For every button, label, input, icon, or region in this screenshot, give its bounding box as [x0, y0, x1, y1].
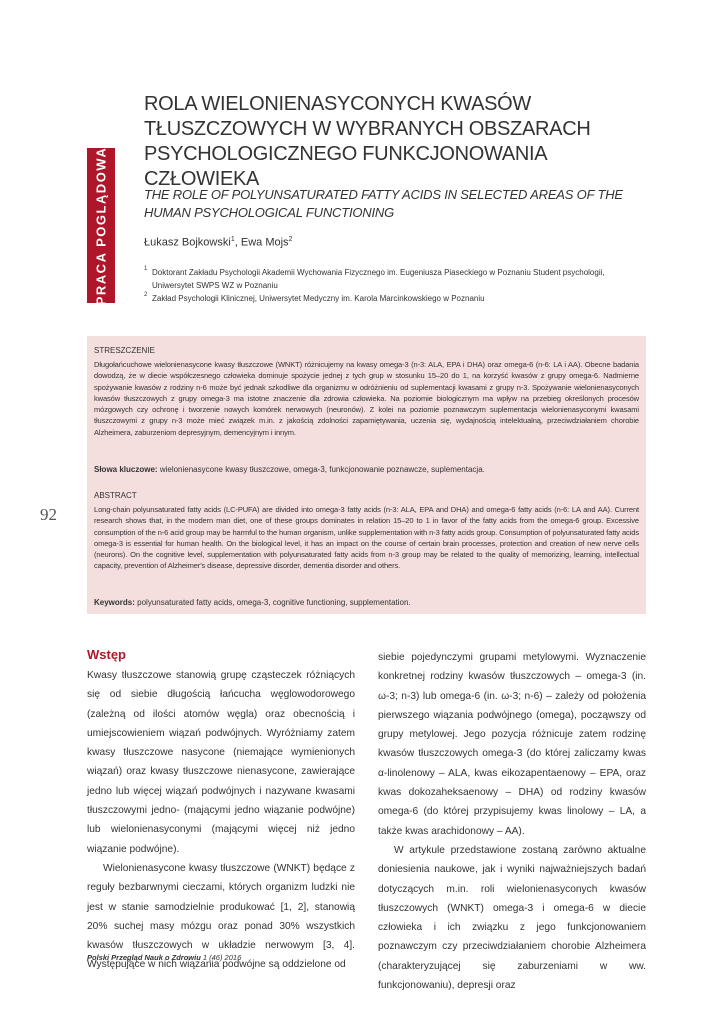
paragraph: Kwasy tłuszczowe stanowią grupę cząsteczek różniących się od siebie długością łańcucha węglowodorowego (zależną od ilości atomów węgla) oraz obecnością i umiejscowieniem wiązań podwójnych. Wyróżniamy zatem kwasy tłuszczowe nasycone (niemające wymienionych wiązań) oraz kwasy tłuszczowe nienasycone, zawierające jedno lub więcej wiązań podwójnych i nazywane kwasami tłuszczowymi jedno- (mającymi jedno wiązanie podwójne) lub wielonienasyconymi (mającymi więcej niż jedno wiązanie podwójne).	[87, 670, 355, 855]
affiliation	[144, 292, 644, 305]
affiliation	[144, 266, 644, 292]
abstract-text: Long-chain polyunsaturated fatty acids (LC-PUFA) are divided into omega-3 fatty acids (n-3: ALA, EPA and DHA) and omega-6 fatty acids (n-6: LA and AA). Current research shows that, in the modern man diet, one of these groups dominates in relation 15–20 to 1 in favor of the fatty acids from the omega-6 group. Excessive consumption of the n-6 acid group may be harmful to the human organism, unlike supplementation with n-3 fatty acids group. Consumption of polyunsaturated fatty acids omega-3 is essential for human health. On the biological level, it has an impact on the course of certain brain processes, protection and creation of new nerve cells (neurons). On the cognitive level, supplementation with polyunsaturated fatty acids from n-3 group may be related to the quality of memorizing, learning, intellectual capacity, prevention of Alzheimer's disease, depressive disorder, dementia disorder and others.	[94, 505, 639, 571]
section-heading: Wstęp	[87, 647, 126, 662]
right-column	[378, 648, 646, 995]
author-affiliation-mark: 2	[288, 236, 293, 243]
slowa-kluczowe-text: wielonienasycone kwasy tłuszczowe, omega-3, funkcjonowanie poznawcze, suplementacja.	[159, 465, 485, 474]
affiliation-text: Doktorant Zakładu Psychologii Akademii Wychowania Fizycznego im. Eugeniusza Piaseckiego w Poznaniu Student psychologii, Uniwersytet SWPS WZ w Poznaniu	[152, 268, 605, 290]
abstract-heading: ABSTRACT	[94, 491, 137, 500]
abstract-box	[87, 336, 646, 614]
left-column	[87, 666, 355, 975]
author-affiliation-mark: 1	[230, 236, 235, 243]
page-number: 92	[40, 505, 57, 524]
paragraph: W artykule przedstawione zostaną zarówno aktualne doniesienia naukowe, jak i wyniki najważniejszych badań dotyczących m.in. roli wielonienasyconych kwasów tłuszczowych (WNKT) omega-3 i omega-6 w diecie człowieka i ich związku z jego funkcjonowaniem poznawczym czy przeciwdziałaniem chorobie Alzheimera (charakteryzującej się zaburzeniami w ww. funkcjonowaniu), depresji oraz	[378, 844, 646, 992]
authors: Łukasz Bojkowski$^1$, Ewa Mojs$^2$	[144, 236, 293, 249]
streszczenie-heading: STRESZCZENIE	[94, 346, 155, 355]
author-name: Ewa Mojs	[240, 236, 289, 249]
affiliation-mark: 1	[144, 266, 148, 272]
footer	[87, 953, 241, 962]
author-name: Łukasz Bojkowski	[144, 236, 231, 249]
affiliation-mark: 2	[144, 292, 148, 298]
slowa-kluczowe	[94, 464, 639, 475]
keywords-text: polyunsaturated fatty acids, omega-3, cognitive functioning, supplementation.	[137, 598, 411, 607]
title-english: THE ROLE OF POLYUNSATURATED FATTY ACIDS IN SELECTED AREAS OF THE HUMAN PSYCHOLOGICAL FUNCTIONING	[144, 187, 623, 220]
article-type-label: PRACA POGLĄDOWA	[93, 146, 109, 305]
article-type-band	[87, 148, 115, 303]
paragraph: Wielonienasycone kwasy tłuszczowe (WNKT) będące z reguły bezbarwnymi cieczami, których organizm ludzki nie jest w stanie samodzielnie produkować [1, 2], stanowią 20% suchej masy mózgu oraz ponad 30% wszystkich kwasów tłuszczowych w układzie nerwowym [3, 4]. Występujące w nich wiązania podwójne są oddzielone od	[87, 862, 355, 971]
keywords	[94, 597, 639, 608]
title-polish: ROLA WIELONIENASYCONYCH KWASÓW TŁUSZCZOWYCH W WYBRANYCH OBSZARACH PSYCHOLOGICZNEGO FUNKCJONOWANIA CZŁOWIEKA	[144, 93, 591, 190]
affiliation-text: Zakład Psychologii Klinicznej, Uniwersytet Medyczny im. Karola Marcinkowskiego w Poznaniu	[152, 294, 485, 303]
streszczenie-text: Długołańcuchowe wielonienasycone kwasy tłuszczowe (WNKT) różnicujemy na kwasy omega-3 (n-3: ALA, EPA i DHA) oraz omega-6 (n-6: LA i AA). Obecne badania dowodzą, że w diecie współczesnego człowieka dominuje spożycie jednej z tych grup w stosunku 15–20 do 1, na korzyść kwasów z grupy omega-6. Nadmierne spożywanie kwasów z rodziny n-6 może być jednak szkodliwe dla organizmu w odróżnieniu od suplementacji kwasami z grupy n-3. Spożywanie wielonienasyconych kwasów tłuszczowych z grupy omega-3 ma istotne znaczenie dla zdrowia człowieka. Na poziomie biologicznym ma wpływ na przebieg określonych procesów mózgowych czy ochronę i tworzenie nowych komórek nerwowych (neuronów). Z kolei na poziomie poznawczym suplementacja wielonienasyconymi kwasami tłuszczowymi z grupy n-3 może mieć związek m.in. z jakością zdolności zapamiętywania, uczenia się, wydajnością intelektualną, przeciwdziałaniem chorobie Alzheimera, zaburzeniom depresyjnym, demencyjnym i innym.	[94, 360, 639, 437]
footer-issue: 1 (46) 2016	[202, 953, 242, 962]
footer-journal: Polski Przegląd Nauk o Zdrowiu	[87, 953, 201, 962]
paragraph: siebie pojedynczymi grupami metylowymi. Wyznaczenie konkretnej rodziny kwasów tłuszczowych – omega-3 (in. ω-3; n-3) lub omega-6 (in. ω-3; n-6) – zależy od położenia pierwszego wiązania podwójnego (omega), począwszy od grupy metylowej. Jego pozycja różnicuje zatem rodzinę kwasów tłuszczowych omega-3 (do której zaliczamy kwas α-linolenowy – ALA, kwas eikozapentaenowy – EPA, oraz kwas dokozaheksaenowy – DHA) od rodziny kwasów omega-6 (do której przypisujemy kwas linolowy – LA, a także kwas arachidonowy – AA).	[378, 652, 646, 837]
slowa-kluczowe-label: Słowa kluczowe:	[94, 465, 158, 474]
affiliations	[144, 266, 644, 305]
keywords-label: Keywords:	[94, 598, 135, 607]
